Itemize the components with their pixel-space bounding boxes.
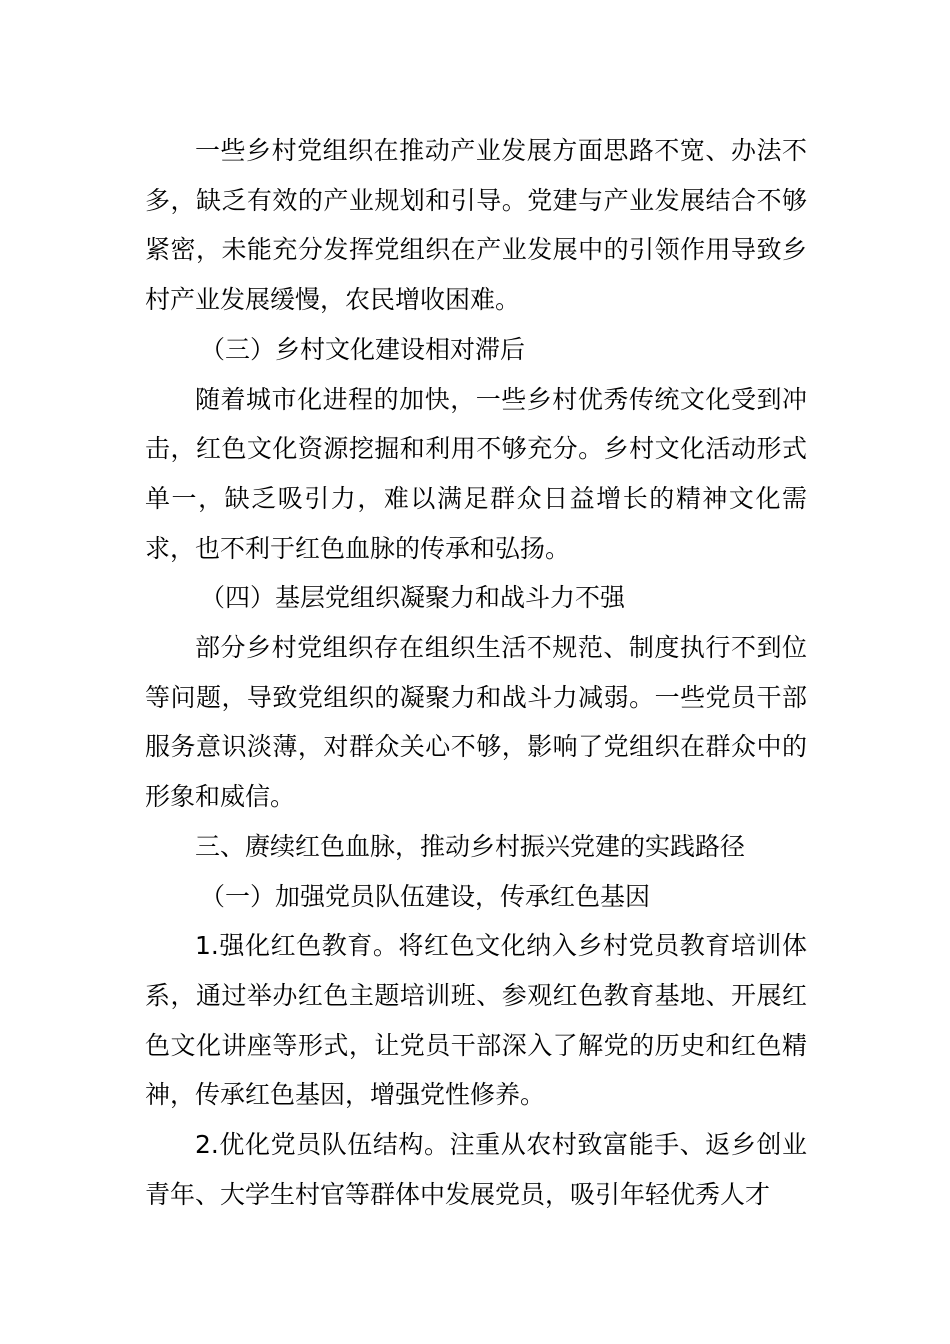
- paragraph-team-structure: 2.优化党员队伍结构。注重从农村致富能手、返乡创业青年、大学生村官等群体中发展党员，吸引年轻优秀人才: [145, 1130, 807, 1209]
- heading-section-4: （四）基层党组织凝聚力和战斗力不强: [200, 583, 626, 613]
- paragraph-red-education: 1.强化红色教育。将红色文化纳入乡村党员教育培训体系，通过举办红色主题培训班、参观红色教育基地、开展红色文化讲座等形式，让党员干部深入了解党的历史和红色精神，传承红色基因，增强党性修养。: [145, 931, 807, 1110]
- paragraph-organization-issue: 部分乡村党组织存在组织生活不规范、制度执行不到位等问题，导致党组织的凝聚力和战斗力减弱。一些党员干部服务意识淡薄，对群众关心不够，影响了党组织在群众中的形象和威信。: [145, 633, 807, 812]
- heading-subsection-1: （一）加强党员队伍建设，传承红色基因: [200, 881, 651, 911]
- document-page: [145, 126, 807, 1219]
- paragraph-culture-issue: 随着城市化进程的加快，一些乡村优秀传统文化受到冲击，红色文化资源挖掘和利用不够充分。乡村文化活动形式单一，缺乏吸引力，难以满足群众日益增长的精神文化需求，也不利于红色血脉的传承和弘扬。: [145, 384, 807, 563]
- heading-part-3: 三、赓续红色血脉，推动乡村振兴党建的实践路径: [195, 831, 746, 861]
- heading-section-3: （三）乡村文化建设相对滞后: [200, 334, 526, 364]
- paragraph-industry-issue: 一些乡村党组织在推动产业发展方面思路不宽、办法不多，缺乏有效的产业规划和引导。党建与产业发展结合不够紧密，未能充分发挥党组织在产业发展中的引领作用导致乡村产业发展缓慢，农民增收困难。: [145, 136, 807, 315]
